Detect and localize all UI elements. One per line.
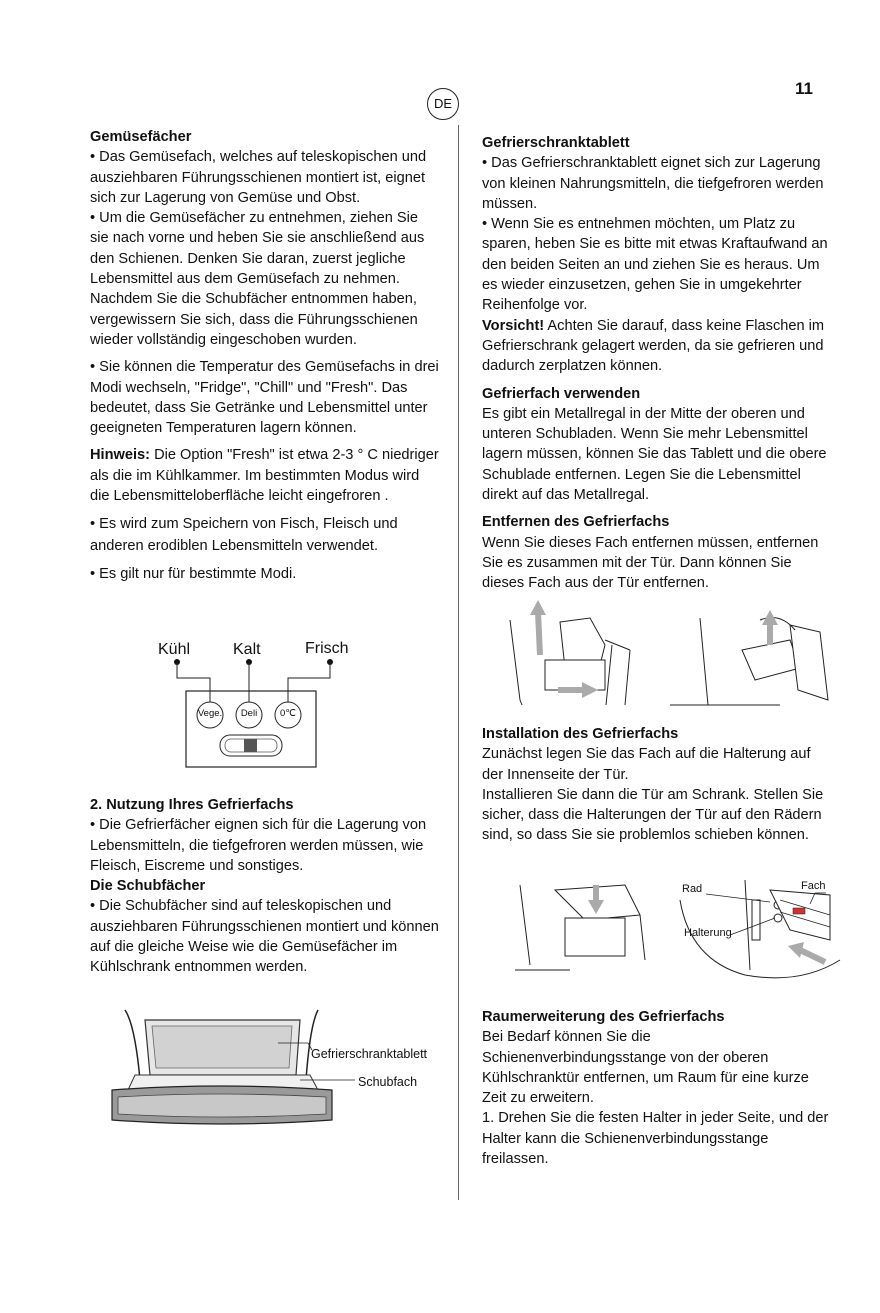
expand-title: Raumerweiterung des Gefrierfachs xyxy=(482,1009,725,1025)
install-paragraph-2: Installieren Sie dann die Tür am Schrank. Stellen Sie sicher, dass die Halterungen der Tür auf den Rädern sind, so dass Sie sie problemlos schieben können. xyxy=(482,786,824,844)
label-halterung: Halterung xyxy=(684,927,732,939)
veg-paragraph-2: • Um die Gemüsefächer zu entnehmen, ziehen Sie sie nach vorne und heben Sie sie anschließend aus den Schienen. Denken Sie daran, zuerst jegliche Lebensmittel aus dem Gemüsefach zu nehmen. Nachdem Sie die Schubfächer entnommen haben, vergewissern Sie sich, dass die Führungsschienen wieder vollständig eingeschoben wurden. xyxy=(90,210,425,348)
veg-paragraph-5: • Es gilt nur für bestimmte Modi. xyxy=(90,566,297,583)
drawers-title: Die Schubfächer xyxy=(90,878,206,895)
drawers-paragraph-1: • Die Schubfächer sind auf teleskopischen und ausziehbaren Führungsschienen montiert und können auf die gleiche Weise wie die Gemüsefächer im Kühlschrank entnommen werden. xyxy=(90,898,439,976)
freezer-paragraph-1: • Die Gefrierfächer eignen sich für die Lagerung von Lebensmitteln, die tiefgefroren werden müssen, wie Fleisch, Eiscreme und sonstiges. xyxy=(90,817,427,874)
panel-label-kuehl: Kühl xyxy=(158,641,191,658)
caution-text: Achten Sie darauf, dass keine Flaschen im Gefrierschrank gelagert werden, da sie gefrieren und dadurch zerplatzen können. xyxy=(482,317,825,375)
tray-paragraph-1: • Das Gefrierschranktablett eignet sich zur Lagerung von kleinen Nahrungsmitteln, die tiefgefroren werden müssen. xyxy=(482,155,824,212)
panel-label-frisch: Frisch xyxy=(305,640,349,657)
install-title: Installation des Gefrierfachs xyxy=(482,726,679,742)
note-label: Hinweis: xyxy=(90,447,151,464)
install-paragraph-1: Zunächst legen Sie das Fach auf die Halterung auf der Innenseite der Tür. xyxy=(482,746,811,783)
freezer-title: 2. Nutzung Ihres Gefrierfachs xyxy=(90,797,294,813)
expand-paragraph-1: Bei Bedarf können Sie die Schienenverbindungsstange von der oberen Kühlschranktür entfernen, um Raum für eine kurze Zeit zu erweitern. xyxy=(482,1029,809,1107)
use-paragraph-1: Es gibt ein Metallregal in der Mitte der oberen und unteren Schubladen. Wenn Sie mehr Lebensmittel lagern müssen, können Sie das Tablett und die obere Schublade entfernen. Legen Sie die Lebensmittel direkt auf das Metallregal. xyxy=(482,405,827,504)
label-schubfach: Schubfach xyxy=(358,1075,418,1089)
use-title: Gefrierfach verwenden xyxy=(482,385,641,402)
panel-label-kalt: Kalt xyxy=(233,641,261,658)
expand-paragraph-2: 1. Drehen Sie die festen Halter in jeder Seite, und der Halter kann die Schienenverbindungsstange freilassen. xyxy=(482,1110,829,1168)
panel-button-deli: Deli xyxy=(240,708,258,719)
tray-paragraph-2: • Wenn Sie es entnehmen möchten, um Platz zu sparen, heben Sie es bitte mit etwas Kraftaufwand an den beiden Seiten an und ziehen Sie es heraus. Um es wieder einzusetzen, gehen Sie in umgekehrter Reihenfolge vor. xyxy=(482,216,828,314)
panel-button-zero: 0℃ xyxy=(280,708,296,719)
caution-label: Vorsicht! xyxy=(482,317,545,334)
veg-paragraph-1: • Das Gemüsefach, welches auf teleskopischen und ausziehbaren Führungsschienen montiert ist, eignet sich zur Lagerung von Gemüse und Obst. xyxy=(90,149,427,206)
veg-paragraph-4: • Es wird zum Speichern von Fisch, Fleisch und anderen erodiblen Lebensmitteln verwendet. xyxy=(90,516,398,555)
page-number: 11 xyxy=(795,79,813,98)
label-fach: Fach xyxy=(801,880,826,892)
remove-paragraph-1: Wenn Sie dieses Fach entfernen müssen, entfernen Sie es zusammen mit der Tür. Dann können Sie dieses Fach aus der Tür entfernen. xyxy=(482,534,819,592)
veg-paragraph-3: • Sie können die Temperatur des Gemüsefachs in drei Modi wechseln, "Fridge", "Chill" und "Fresh". Das bedeutet, dass Sie Getränke und Lebensmittel unter geeigneten Temperaturen lagern können. xyxy=(90,359,439,437)
language-badge: DE xyxy=(427,88,459,120)
remove-title: Entfernen des Gefrierfachs xyxy=(482,514,670,531)
label-rad: Rad xyxy=(682,883,703,895)
tray-title: Gefrierschranktablett xyxy=(482,135,630,151)
panel-button-vege: Vege. xyxy=(197,708,223,719)
veg-title: Gemüsefächer xyxy=(90,129,192,145)
right-column-bottom xyxy=(482,1007,834,1169)
note-text: Die Option "Fresh" ist etwa 2-3 ° C niedriger als die im Kühlkammer. Im bestimmten Modus wird die Lebensmitteloberfläche leicht eingefroren . xyxy=(90,447,439,505)
label-gefrierschranktablett: Gefrierschranktablett xyxy=(311,1047,428,1061)
